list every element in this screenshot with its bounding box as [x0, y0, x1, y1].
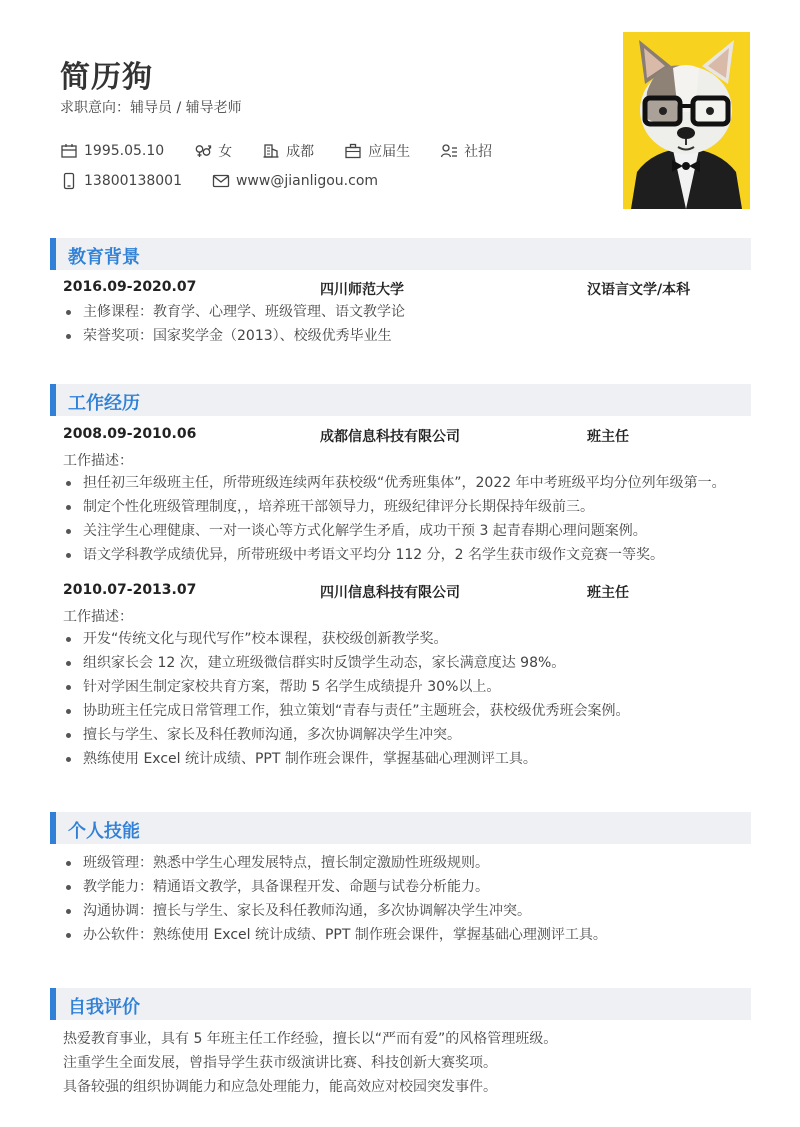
job-role: 班主任 — [587, 429, 629, 445]
resume-name: 简历狗 — [60, 60, 153, 95]
section-accent-bar — [50, 812, 56, 844]
skills-list — [63, 851, 753, 947]
city-value: 成都 — [286, 144, 315, 160]
list-item: 开发“传统文化与现代写作”校本课程，获校级创新教学奖。 — [63, 627, 753, 651]
gender-icon — [194, 142, 212, 160]
info-row-1 — [60, 141, 522, 161]
list-item: 办公软件：熟练使用 Excel 统计成绩、PPT 制作班会课件，掌握基础心理测评工具。 — [63, 923, 753, 947]
list-item: 教学能力：精通语文教学，具备课程开发、命题与试卷分析能力。 — [63, 875, 753, 899]
list-item: 关注学生心理健康、一对一谈心等方式化解学生矛盾，成功干预 3 起青春期心理问题案例。 — [63, 519, 753, 543]
phone-info — [60, 172, 182, 190]
job-role: 班主任 — [587, 585, 629, 601]
education-major: 汉语言文学/本科 — [587, 282, 691, 298]
gender-value: 女 — [218, 144, 233, 160]
education-entry — [63, 279, 753, 301]
avatar — [623, 32, 750, 209]
section-education — [50, 238, 751, 270]
section-title: 工作经历 — [68, 393, 140, 414]
list-item: 熟练使用 Excel 统计成绩、PPT 制作班会课件，掌握基础心理测评工具。 — [63, 747, 753, 771]
list-item: 组织家长会 12 次，建立班级微信群实时反馈学生动态，家长满意度达 98%。 — [63, 651, 753, 675]
text-line: 具备较强的组织协调能力和应急处理能力，能高效应对校园突发事件。 — [63, 1079, 497, 1095]
calendar-icon — [60, 142, 78, 160]
birth-value: 1995.05.10 — [84, 143, 165, 159]
job-intent: 求职意向：辅导员 / 辅导老师 — [60, 100, 242, 116]
job-date: 2010.07-2013.07 — [63, 582, 197, 598]
email-info — [212, 172, 378, 190]
section-accent-bar — [50, 384, 56, 416]
list-item: 班级管理：熟悉中学生心理发展特点，擅长制定激励性班级规则。 — [63, 851, 753, 875]
list-item: 主修课程：教育学、心理学、班级管理、语文教学论 — [63, 300, 753, 324]
section-self-evaluation — [50, 988, 751, 1020]
mail-icon — [212, 172, 230, 190]
job-2-list — [63, 627, 753, 771]
job-1-list — [63, 471, 753, 567]
briefcase-icon — [344, 142, 362, 160]
job-desc-label: 工作描述： — [63, 453, 133, 469]
section-title: 教育背景 — [68, 247, 140, 268]
job-desc-label: 工作描述： — [63, 609, 133, 625]
gender-info — [194, 141, 232, 161]
list-item: 制定个性化班级管理制度，，培养班干部领导力，班级纪律评分长期保持年级前三。 — [63, 495, 753, 519]
phone-icon — [60, 172, 78, 190]
job-date: 2008.09-2010.06 — [63, 426, 197, 442]
job-company: 四川信息科技有限公司 — [320, 585, 460, 601]
education-date: 2016.09-2020.07 — [63, 279, 197, 295]
list-item: 擅长与学生、家长及科任教师沟通，多次协调解决学生冲突。 — [63, 723, 753, 747]
building-icon — [262, 142, 280, 160]
list-item: 针对学困生制定家校共育方案，帮助 5 名学生成绩提升 30%以上。 — [63, 675, 753, 699]
list-item: 荣誉奖项：国家奖学金（2013）、校级优秀毕业生 — [63, 324, 753, 348]
status-info — [344, 141, 410, 161]
section-title: 自我评价 — [68, 997, 140, 1018]
list-item: 担任初三年级班主任，所带班级连续两年获校级“优秀班集体”，2022 年中考班级平均分位列年级第一。 — [63, 471, 753, 495]
section-accent-bar — [50, 988, 56, 1020]
status-value: 应届生 — [368, 144, 411, 160]
section-title: 个人技能 — [68, 821, 140, 842]
email-value: www@jianligou.com — [235, 173, 379, 189]
text-line: 注重学生全面发展，曾指导学生获市级演讲比赛、科技创新大赛奖项。 — [63, 1055, 497, 1071]
birth-info — [60, 142, 164, 160]
education-school: 四川师范大学 — [320, 282, 404, 298]
section-work — [50, 384, 751, 416]
phone-value: 13800138001 — [84, 173, 182, 189]
politics-info — [440, 141, 492, 161]
city-info — [262, 141, 314, 161]
list-item: 语文学科教学成绩优异，所带班级中考语文平均分 112 分，2 名学生获市级作文竞赛一等奖。 — [63, 543, 753, 567]
job-company: 成都信息科技有限公司 — [320, 429, 460, 445]
job-entry-2 — [63, 582, 753, 604]
info-row-2 — [60, 172, 408, 190]
list-item: 协助班主任完成日常管理工作，独立策划“青春与责任”主题班会，获校级优秀班会案例。 — [63, 699, 753, 723]
avatar-dog-illustration — [623, 32, 750, 209]
job-entry-1 — [63, 426, 753, 448]
text-line: 热爱教育事业，具有 5 年班主任工作经验，擅长以“严而有爱”的风格管理班级。 — [63, 1031, 558, 1047]
education-list — [63, 300, 753, 348]
politics-value: 社招 — [464, 144, 493, 160]
self-evaluation-text — [63, 1027, 753, 1099]
section-accent-bar — [50, 238, 56, 270]
list-item: 沟通协调：擅长与学生、家长及科任教师沟通，多次协调解决学生冲突。 — [63, 899, 753, 923]
section-skills — [50, 812, 751, 844]
person-list-icon — [440, 142, 458, 160]
